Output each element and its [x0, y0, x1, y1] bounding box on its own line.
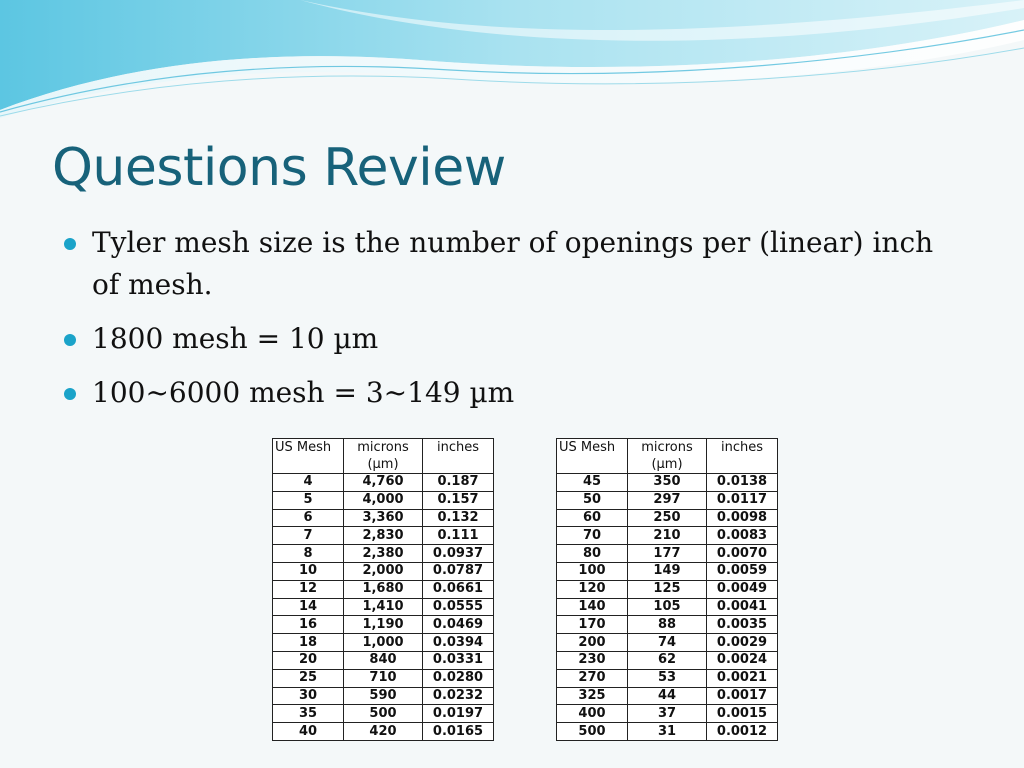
cell-inches: 0.0117 — [707, 491, 778, 509]
cell-microns: 37 — [628, 705, 707, 723]
table-row — [273, 651, 494, 669]
cell-microns: 840 — [344, 651, 423, 669]
cell-us-mesh: 230 — [557, 651, 628, 669]
cell-us-mesh: 120 — [557, 580, 628, 598]
table-row — [273, 598, 494, 616]
table-row — [273, 580, 494, 598]
table-body-left — [273, 474, 494, 741]
cell-microns: 1,410 — [344, 598, 423, 616]
cell-inches: 0.0661 — [423, 580, 494, 598]
cell-us-mesh: 18 — [273, 634, 344, 652]
header-inches: inches — [707, 439, 778, 474]
cell-microns: 1,190 — [344, 616, 423, 634]
table-row — [557, 474, 778, 492]
cell-microns: 1,680 — [344, 580, 423, 598]
cell-microns: 350 — [628, 474, 707, 492]
cell-us-mesh: 12 — [273, 580, 344, 598]
table-header-row — [557, 439, 778, 474]
cell-microns: 125 — [628, 580, 707, 598]
cell-us-mesh: 5 — [273, 491, 344, 509]
cell-microns: 297 — [628, 491, 707, 509]
cell-inches: 0.0029 — [707, 634, 778, 652]
cell-us-mesh: 325 — [557, 687, 628, 705]
cell-us-mesh: 70 — [557, 527, 628, 545]
cell-inches: 0.0138 — [707, 474, 778, 492]
cell-microns: 500 — [344, 705, 423, 723]
cell-us-mesh: 100 — [557, 562, 628, 580]
cell-us-mesh: 20 — [273, 651, 344, 669]
header-us-mesh: US Mesh — [557, 439, 628, 474]
table-header-row — [273, 439, 494, 474]
table-row — [273, 491, 494, 509]
cell-us-mesh: 35 — [273, 705, 344, 723]
cell-us-mesh: 170 — [557, 616, 628, 634]
cell-us-mesh: 270 — [557, 669, 628, 687]
cell-us-mesh: 140 — [557, 598, 628, 616]
table-row — [557, 687, 778, 705]
header-microns-text: microns (µm) — [357, 440, 409, 472]
cell-inches: 0.0049 — [707, 580, 778, 598]
cell-inches: 0.0197 — [423, 705, 494, 723]
table-row — [273, 669, 494, 687]
cell-microns: 4,000 — [344, 491, 423, 509]
cell-us-mesh: 80 — [557, 545, 628, 563]
bullet-dot-icon — [64, 388, 76, 400]
header-wave-decoration — [0, 0, 1024, 130]
bullet-text: 1800 mesh = 10 µm — [92, 322, 379, 355]
cell-us-mesh: 8 — [273, 545, 344, 563]
cell-microns: 31 — [628, 723, 707, 741]
bullet-text: 100~6000 mesh = 3~149 µm — [92, 376, 515, 409]
cell-inches: 0.0469 — [423, 616, 494, 634]
cell-microns: 3,360 — [344, 509, 423, 527]
table-row — [557, 491, 778, 509]
cell-microns: 710 — [344, 669, 423, 687]
cell-us-mesh: 200 — [557, 634, 628, 652]
cell-inches: 0.0059 — [707, 562, 778, 580]
cell-inches: 0.0232 — [423, 687, 494, 705]
cell-microns: 420 — [344, 723, 423, 741]
cell-us-mesh: 60 — [557, 509, 628, 527]
cell-us-mesh: 40 — [273, 723, 344, 741]
cell-microns: 44 — [628, 687, 707, 705]
table-row — [273, 474, 494, 492]
cell-microns: 105 — [628, 598, 707, 616]
mesh-table-right — [556, 438, 778, 741]
cell-us-mesh: 500 — [557, 723, 628, 741]
cell-us-mesh: 400 — [557, 705, 628, 723]
bullet-dot-icon — [64, 334, 76, 346]
table-row — [557, 616, 778, 634]
table-row — [273, 545, 494, 563]
table-row — [273, 687, 494, 705]
header-microns-text: microns (µm) — [641, 440, 693, 472]
header-inches: inches — [423, 439, 494, 474]
table-body-right — [557, 474, 778, 741]
table-row — [557, 562, 778, 580]
cell-inches: 0.0394 — [423, 634, 494, 652]
cell-microns: 2,830 — [344, 527, 423, 545]
table-row — [557, 527, 778, 545]
cell-inches: 0.0280 — [423, 669, 494, 687]
cell-microns: 74 — [628, 634, 707, 652]
cell-inches: 0.0083 — [707, 527, 778, 545]
mesh-table-left — [272, 438, 494, 741]
cell-inches: 0.0017 — [707, 687, 778, 705]
cell-inches: 0.0021 — [707, 669, 778, 687]
table-row — [557, 545, 778, 563]
cell-inches: 0.0165 — [423, 723, 494, 741]
cell-inches: 0.0024 — [707, 651, 778, 669]
cell-us-mesh: 14 — [273, 598, 344, 616]
table-row — [273, 527, 494, 545]
cell-inches: 0.187 — [423, 474, 494, 492]
cell-us-mesh: 30 — [273, 687, 344, 705]
cell-microns: 590 — [344, 687, 423, 705]
table-row — [557, 634, 778, 652]
cell-inches: 0.111 — [423, 527, 494, 545]
cell-microns: 2,380 — [344, 545, 423, 563]
bullet-item — [60, 318, 960, 360]
cell-microns: 1,000 — [344, 634, 423, 652]
cell-us-mesh: 4 — [273, 474, 344, 492]
table-row — [557, 723, 778, 741]
cell-us-mesh: 50 — [557, 491, 628, 509]
cell-microns: 177 — [628, 545, 707, 563]
table-row — [273, 705, 494, 723]
cell-us-mesh: 25 — [273, 669, 344, 687]
cell-microns: 4,760 — [344, 474, 423, 492]
cell-microns: 53 — [628, 669, 707, 687]
table-row — [557, 651, 778, 669]
cell-inches: 0.0012 — [707, 723, 778, 741]
bullet-dot-icon — [64, 238, 76, 250]
cell-us-mesh: 6 — [273, 509, 344, 527]
bullet-item — [60, 222, 960, 306]
cell-us-mesh: 16 — [273, 616, 344, 634]
cell-inches: 0.0035 — [707, 616, 778, 634]
table-row — [557, 669, 778, 687]
slide-title: Questions Review — [52, 138, 506, 198]
cell-us-mesh: 7 — [273, 527, 344, 545]
header-microns — [628, 439, 707, 474]
table-row — [557, 509, 778, 527]
table-row — [557, 705, 778, 723]
cell-us-mesh: 10 — [273, 562, 344, 580]
header-microns — [344, 439, 423, 474]
bullet-list — [60, 222, 960, 426]
table-row — [557, 580, 778, 598]
cell-microns: 149 — [628, 562, 707, 580]
header-us-mesh: US Mesh — [273, 439, 344, 474]
cell-inches: 0.132 — [423, 509, 494, 527]
cell-inches: 0.0098 — [707, 509, 778, 527]
cell-inches: 0.0015 — [707, 705, 778, 723]
bullet-item — [60, 372, 960, 414]
cell-inches: 0.0937 — [423, 545, 494, 563]
table-row — [557, 598, 778, 616]
cell-us-mesh: 45 — [557, 474, 628, 492]
cell-microns: 2,000 — [344, 562, 423, 580]
cell-inches: 0.0041 — [707, 598, 778, 616]
cell-inches: 0.0787 — [423, 562, 494, 580]
bullet-text: Tyler mesh size is the number of openings per (linear) inch of mesh. — [92, 226, 934, 301]
cell-inches: 0.157 — [423, 491, 494, 509]
cell-inches: 0.0331 — [423, 651, 494, 669]
table-row — [273, 562, 494, 580]
table-row — [273, 509, 494, 527]
cell-microns: 88 — [628, 616, 707, 634]
table-row — [273, 616, 494, 634]
cell-inches: 0.0070 — [707, 545, 778, 563]
cell-microns: 250 — [628, 509, 707, 527]
table-row — [273, 634, 494, 652]
cell-microns: 210 — [628, 527, 707, 545]
table-row — [273, 723, 494, 741]
cell-inches: 0.0555 — [423, 598, 494, 616]
cell-microns: 62 — [628, 651, 707, 669]
